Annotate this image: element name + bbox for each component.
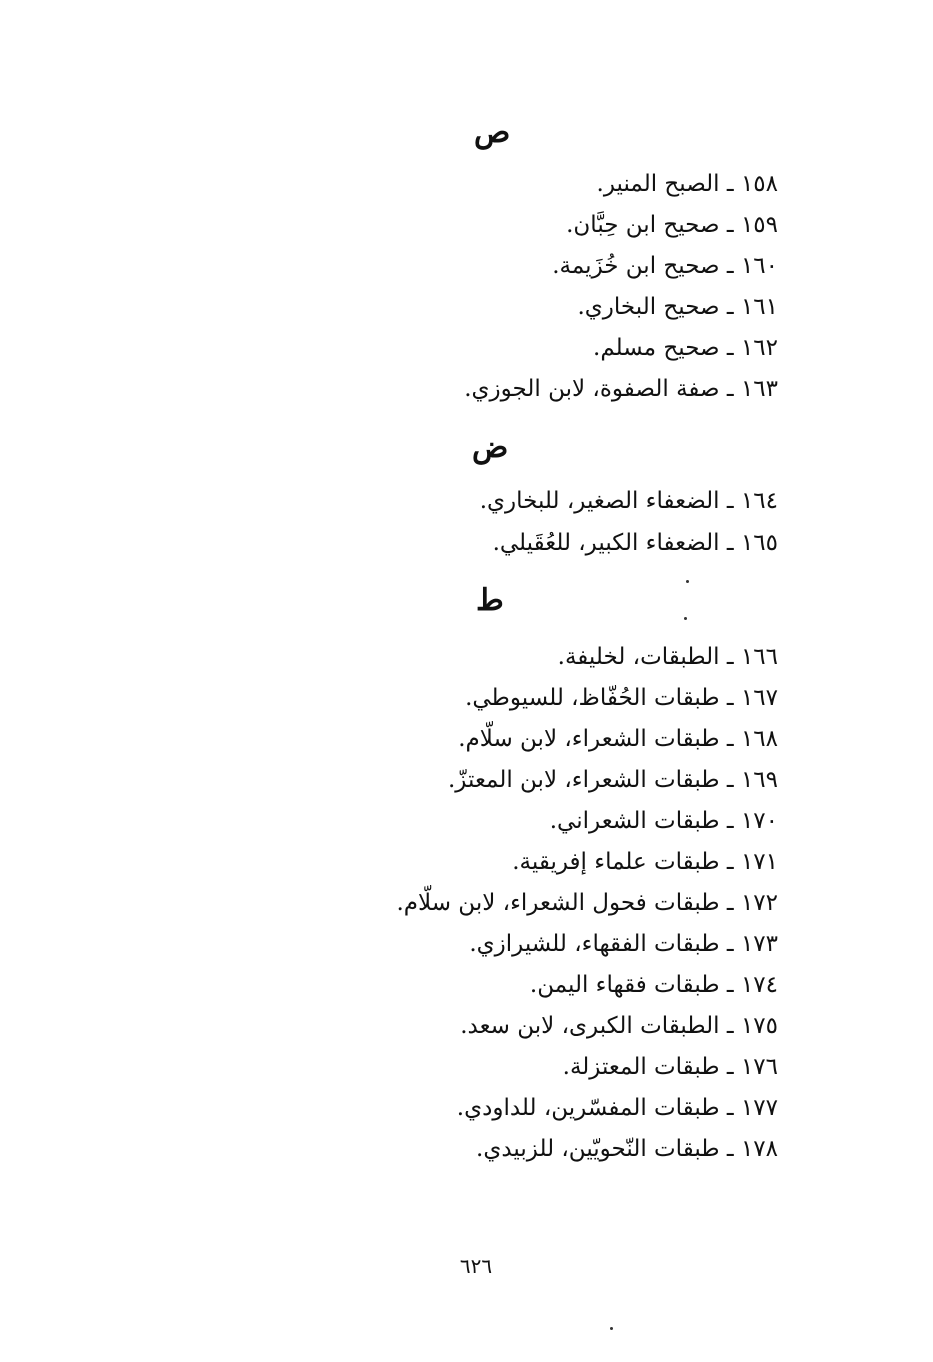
- list-item: ١٦٨ ـ طبقات الشعراء، لابن سلّام.: [458, 726, 778, 752]
- list-item: ١٦٩ ـ طبقات الشعراء، لابن المعتزّ.: [448, 767, 778, 793]
- list-item: ١٦٧ ـ طبقات الحُفّاظ، للسيوطي.: [465, 685, 778, 711]
- list-item: ١٥٩ ـ صحيح ابن حِبَّان.: [566, 212, 778, 238]
- list-item: ١٧٠ ـ طبقات الشعراني.: [549, 808, 778, 834]
- list-item: ١٧٧ ـ طبقات المفسّرين، للداودي.: [456, 1095, 778, 1121]
- section-letter-dad: ض: [472, 430, 509, 465]
- list-item: ١٧٥ ـ الطبقات الكبرى، لابن سعد.: [460, 1013, 778, 1039]
- list-item: ١٧١ ـ طبقات علماء إفريقية.: [512, 849, 778, 875]
- list-item: ١٧٣ ـ طبقات الفقهاء، للشيرازي.: [469, 931, 778, 957]
- list-item: ١٧٢ ـ طبقات فحول الشعراء، لابن سلّام.: [396, 890, 778, 916]
- section-letter-ta: ط: [476, 583, 504, 618]
- list-item: ١٧٨ ـ طبقات النّحويّين، للزبيدي.: [476, 1136, 778, 1162]
- list-item: ١٦٥ ـ الضعفاء الكبير، للعُقَيلي.: [492, 530, 778, 556]
- list-item: ١٧٦ ـ طبقات المعتزلة.: [562, 1054, 778, 1080]
- list-item: ١٦٠ ـ صحيح ابن خُزَيمة.: [552, 253, 778, 279]
- section-letter-sad: ص: [474, 115, 511, 150]
- print-speck: [686, 580, 689, 583]
- list-item: ١٦٦ ـ الطبقات، لخليفة.: [557, 644, 778, 670]
- page-number: ٦٢٦: [459, 1254, 493, 1278]
- list-item: ١٧٤ ـ طبقات فقهاء اليمن.: [529, 972, 778, 998]
- print-speck: [610, 1327, 613, 1330]
- list-item: ١٦٤ ـ الضعفاء الصغير، للبخاري.: [479, 488, 778, 514]
- list-item: ١٦٢ ـ صحيح مسلم.: [593, 335, 778, 361]
- list-item: ١٦١ ـ صحيح البخاري.: [577, 294, 778, 320]
- list-item: ١٦٣ ـ صفة الصفوة، لابن الجوزي.: [464, 376, 778, 402]
- print-speck: [684, 617, 687, 620]
- list-item: ١٥٨ ـ الصبح المنير.: [596, 171, 778, 197]
